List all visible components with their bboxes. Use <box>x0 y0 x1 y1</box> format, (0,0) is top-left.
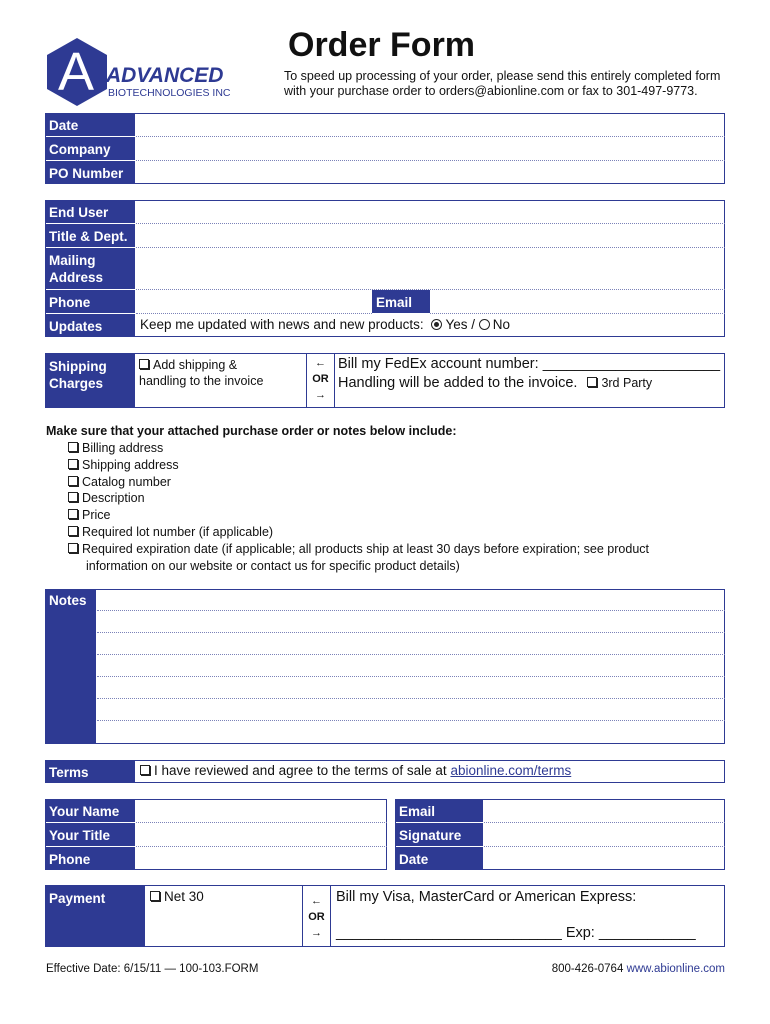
updates-text: Keep me updated with news and new products: <box>140 317 424 332</box>
updates-yes-radio[interactable] <box>431 319 442 330</box>
add-shipping-option[interactable] <box>139 357 263 389</box>
handling-text: Handling will be added to the invoice. <box>338 375 578 391</box>
end-user-label: End User <box>45 200 135 223</box>
handling-line <box>338 375 652 391</box>
checklist-item[interactable] <box>68 457 649 474</box>
phone-field[interactable] <box>136 290 372 314</box>
email-field[interactable] <box>430 290 725 314</box>
footer-effective-date: Effective Date: 6/15/11 — 100-103.FORM <box>46 963 259 975</box>
updates-no-radio[interactable] <box>479 319 490 330</box>
notes-line[interactable] <box>97 589 725 611</box>
checklist-item[interactable] <box>68 490 649 507</box>
third-party-checkbox[interactable] <box>587 377 597 387</box>
checklist-item-label: Catalog number <box>82 474 171 489</box>
add-shipping-line1: Add shipping & <box>153 358 238 372</box>
mailing-label-line2: Address <box>49 270 104 285</box>
checkbox-icon[interactable] <box>68 509 78 519</box>
checklist-item-label: Description <box>82 491 145 506</box>
payment-or <box>303 893 330 941</box>
po-number-field[interactable] <box>136 161 725 184</box>
net30-option[interactable] <box>150 889 204 904</box>
logo-subtitle: BIOTECHNOLOGIES INC <box>108 87 231 99</box>
checklist-item-label: Billing address <box>82 441 164 455</box>
company-label: Company <box>45 137 135 160</box>
signer-date-label: Date <box>395 847 483 870</box>
footer-website[interactable]: www.abionline.com <box>626 963 725 975</box>
shipping-or <box>307 355 334 403</box>
logo-name: ADVANCED <box>106 64 224 87</box>
checklist-item[interactable] <box>68 507 649 524</box>
net30-checkbox[interactable] <box>150 891 160 901</box>
updates-yes-label: Yes <box>445 317 468 332</box>
your-name-label: Your Name <box>45 799 135 822</box>
shipping-charges-label <box>45 353 135 408</box>
title-dept-field[interactable] <box>136 224 725 248</box>
signer-phone-field[interactable] <box>136 847 387 870</box>
company-field[interactable] <box>136 137 725 161</box>
notes-line[interactable] <box>97 699 725 721</box>
checklist-item-label: Required expiration date (if applicable; all products ship at least 30 days before expiration; see product <box>82 541 650 556</box>
signature-label: Signature <box>395 823 483 846</box>
company-logo <box>44 36 234 108</box>
page-title: Order Form <box>288 26 476 64</box>
fedex-account-line[interactable]: Bill my FedEx account number: ______________________ <box>338 356 721 372</box>
checkbox-icon[interactable] <box>68 476 78 486</box>
footer-contact <box>552 963 725 975</box>
end-user-field[interactable] <box>136 200 725 224</box>
signer-date-field[interactable] <box>484 847 725 870</box>
or-label: OR <box>312 373 329 385</box>
checkbox-icon[interactable] <box>68 492 78 502</box>
checklist-item-label: Required lot number (if applicable) <box>82 524 274 539</box>
terms-text: I have reviewed and agree to the terms of sale at <box>154 763 447 778</box>
third-party-label: 3rd Party <box>601 376 653 390</box>
checklist-item-label: Price <box>82 508 111 523</box>
terms-checkbox[interactable] <box>140 765 150 775</box>
arrow-left-icon: ← <box>311 895 322 907</box>
checklist-item[interactable] <box>68 474 649 491</box>
checklist-item[interactable] <box>68 541 649 558</box>
notes-line[interactable] <box>97 677 725 699</box>
your-name-field[interactable] <box>136 799 387 823</box>
notes-line[interactable] <box>97 611 725 633</box>
mailing-label-line1: Mailing <box>49 253 96 268</box>
arrow-left-icon: ← <box>315 357 326 369</box>
terms-label: Terms <box>45 760 135 783</box>
po-number-label: PO Number <box>45 161 135 184</box>
checkbox-icon[interactable] <box>68 543 78 553</box>
checkbox-icon[interactable] <box>68 459 78 469</box>
updates-no-label: No <box>492 317 511 332</box>
email-label: Email <box>372 290 430 313</box>
net30-label: Net 30 <box>164 889 204 904</box>
mailing-address-label <box>45 248 135 289</box>
signer-phone-label: Phone <box>45 847 135 870</box>
your-title-label: Your Title <box>45 823 135 846</box>
checklist-item-label: Shipping address <box>82 457 179 472</box>
checklist <box>68 440 649 574</box>
terms-link[interactable]: abionline.com/terms <box>450 763 572 778</box>
or-label: OR <box>308 911 325 923</box>
mailing-address-field[interactable] <box>136 248 725 290</box>
updates-row <box>140 317 510 332</box>
arrow-right-icon: → <box>311 927 322 939</box>
checkbox-icon[interactable] <box>68 526 78 536</box>
intro-line-2: with your purchase order to orders@abionline.com or fax to 301-497-9773. <box>284 84 698 98</box>
credit-card-text: Bill my Visa, MasterCard or American Express: <box>336 889 637 905</box>
title-dept-label: Title & Dept. <box>45 224 135 247</box>
signer-email-field[interactable] <box>484 799 725 823</box>
logo-letter: A <box>58 42 95 102</box>
shipping-label-line2: Charges <box>49 376 104 391</box>
notes-line[interactable] <box>97 655 725 677</box>
date-label: Date <box>45 113 135 136</box>
signature-field[interactable] <box>484 823 725 847</box>
add-shipping-checkbox[interactable] <box>139 359 149 369</box>
footer-phone: 800-426-0764 <box>551 963 624 975</box>
intro-line-1: To speed up processing of your order, please send this entirely completed form <box>284 69 721 83</box>
shipping-label-line1: Shipping <box>49 359 107 374</box>
updates-label: Updates <box>45 314 135 337</box>
your-title-field[interactable] <box>136 823 387 847</box>
updates-slash: / <box>471 317 476 332</box>
payment-label: Payment <box>45 885 145 947</box>
terms-agreement[interactable] <box>140 763 571 778</box>
checklist-item[interactable] <box>68 524 649 541</box>
arrow-right-icon: → <box>315 389 326 401</box>
notes-label: Notes <box>45 589 96 744</box>
date-field[interactable] <box>136 113 725 137</box>
notes-line[interactable] <box>97 721 725 743</box>
checklist-continuation: information on our website or contact us for specific product details) <box>86 558 460 573</box>
notes-line[interactable] <box>97 633 725 655</box>
checklist-heading: Make sure that your attached purchase order or notes below include: <box>46 424 457 438</box>
checkbox-icon[interactable] <box>68 442 78 452</box>
credit-card-line[interactable]: ____________________________ Exp: ____________ <box>336 925 696 941</box>
signer-email-label: Email <box>395 799 483 822</box>
phone-label: Phone <box>45 290 135 313</box>
add-shipping-line2: handling to the invoice <box>139 374 264 388</box>
checklist-item[interactable] <box>68 440 649 457</box>
